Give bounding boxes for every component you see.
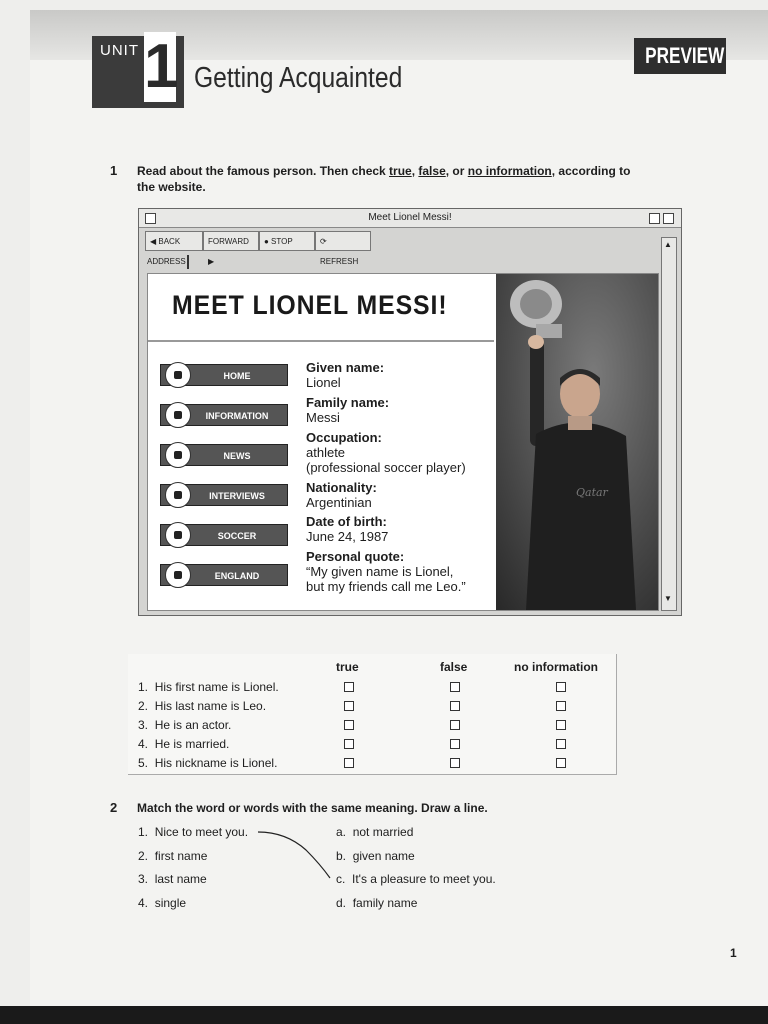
scroll-down-icon[interactable]: ▼ xyxy=(664,594,672,603)
zoom-box-icon[interactable] xyxy=(663,213,674,224)
unit-number: 1 xyxy=(144,32,179,101)
refresh-button[interactable]: ⟳ REFRESH xyxy=(315,231,371,251)
exercise-1-instruction: Read about the famous person. Then check true, false, or no information, according to the website. xyxy=(137,164,631,194)
exercise-2-number: 2 xyxy=(110,800,118,815)
family-name-block: Family name: Messi xyxy=(306,395,390,425)
table-row: 5. His nickname is Lionel. xyxy=(138,756,278,770)
close-box-icon[interactable] xyxy=(145,213,156,224)
checkbox-1-noinfo[interactable] xyxy=(556,682,566,692)
nav-england-button[interactable]: ENGLAND xyxy=(160,564,288,586)
scroll-up-icon[interactable]: ▲ xyxy=(664,240,672,249)
checkbox-5-false[interactable] xyxy=(450,758,460,768)
address-label: ADDRESS xyxy=(147,257,186,266)
exercise-1-number: 1 xyxy=(110,163,118,178)
table-row: 1. His first name is Lionel. xyxy=(138,680,279,694)
checkbox-1-true[interactable] xyxy=(344,682,354,692)
checkbox-1-false[interactable] xyxy=(450,682,460,692)
match-right-item[interactable]: a. not married xyxy=(336,825,414,839)
checkbox-2-false[interactable] xyxy=(450,701,460,711)
browser-window-title: Meet Lionel Messi! xyxy=(368,212,452,223)
match-left-item[interactable]: 2. first name xyxy=(138,849,208,863)
true-false-table xyxy=(128,654,617,775)
back-button[interactable]: ◀ BACK xyxy=(145,231,203,251)
nav-interviews-button[interactable]: INTERVIEWS xyxy=(160,484,288,506)
table-row: 4. He is married. xyxy=(138,737,230,751)
unit-label: UNIT xyxy=(100,42,139,59)
match-right-item[interactable]: b. given name xyxy=(336,849,415,863)
match-right-item[interactable]: d. family name xyxy=(336,896,418,910)
nav-news-button[interactable]: NEWS xyxy=(160,444,288,466)
occupation-block: Occupation: athlete (professional soccer player) xyxy=(306,430,466,475)
svg-text:Qatar: Qatar xyxy=(576,486,608,499)
soccer-ball-icon xyxy=(165,482,191,508)
column-noinfo-header: no information xyxy=(514,660,598,674)
soccer-ball-icon xyxy=(165,402,191,428)
match-left-item[interactable]: 3. last name xyxy=(138,872,207,886)
checkbox-2-true[interactable] xyxy=(344,701,354,711)
browser-titlebar xyxy=(139,209,681,228)
table-row: 2. His last name is Leo. xyxy=(138,699,267,713)
exercise-2-instruction: Match the word or words with the same meaning. Draw a line. xyxy=(137,801,488,815)
checkbox-4-true[interactable] xyxy=(344,739,354,749)
unit-badge xyxy=(92,32,184,108)
nationality-block: Nationality: Argentinian xyxy=(306,480,377,510)
column-false-header: false xyxy=(440,660,468,674)
page-number: 1 xyxy=(730,946,737,960)
browser-scrollbar[interactable] xyxy=(661,237,677,611)
soccer-ball-icon xyxy=(165,442,191,468)
match-right-item[interactable]: c. It's a pleasure to meet you. xyxy=(336,872,496,886)
soccer-ball-icon xyxy=(165,522,191,548)
personal-quote-block: Personal quote: “My given name is Lionel, but my friends call me Leo.” xyxy=(306,549,466,594)
collapse-box-icon[interactable] xyxy=(649,213,660,224)
forward-button[interactable]: FORWARD ▶ xyxy=(203,231,259,251)
column-true-header: true xyxy=(336,660,359,674)
checkbox-4-false[interactable] xyxy=(450,739,460,749)
match-left-item[interactable]: 1. Nice to meet you. xyxy=(138,825,249,839)
bottom-bar xyxy=(0,1006,768,1024)
checkbox-3-noinfo[interactable] xyxy=(556,720,566,730)
nav-soccer-button[interactable]: SOCCER xyxy=(160,524,288,546)
soccer-ball-icon xyxy=(165,362,191,388)
checkbox-2-noinfo[interactable] xyxy=(556,701,566,711)
checkbox-5-true[interactable] xyxy=(344,758,354,768)
address-input[interactable] xyxy=(187,255,657,269)
given-name-block: Given name: Lionel xyxy=(306,360,385,390)
messi-photo xyxy=(496,274,658,610)
stop-button[interactable]: ● STOP xyxy=(259,231,315,251)
example-match-line xyxy=(256,826,336,886)
checkbox-3-false[interactable] xyxy=(450,720,460,730)
webpage-content xyxy=(147,273,659,611)
preview-badge: PREVIEW xyxy=(634,38,726,74)
checkbox-3-true[interactable] xyxy=(344,720,354,730)
checkbox-5-noinfo[interactable] xyxy=(556,758,566,768)
soccer-ball-icon xyxy=(165,562,191,588)
table-row: 3. He is an actor. xyxy=(138,718,232,732)
checkbox-4-noinfo[interactable] xyxy=(556,739,566,749)
page-title: Getting Acquainted xyxy=(194,62,403,94)
date-of-birth-block: Date of birth: June 24, 1987 xyxy=(306,514,389,544)
headline-divider xyxy=(148,340,494,342)
nav-information-button[interactable]: INFORMATION xyxy=(160,404,288,426)
browser-window xyxy=(138,208,682,616)
nav-home-button[interactable]: HOME xyxy=(160,364,288,386)
match-left-item[interactable]: 4. single xyxy=(138,896,187,910)
webpage-headline: MEET LIONEL MESSI! xyxy=(172,290,448,320)
